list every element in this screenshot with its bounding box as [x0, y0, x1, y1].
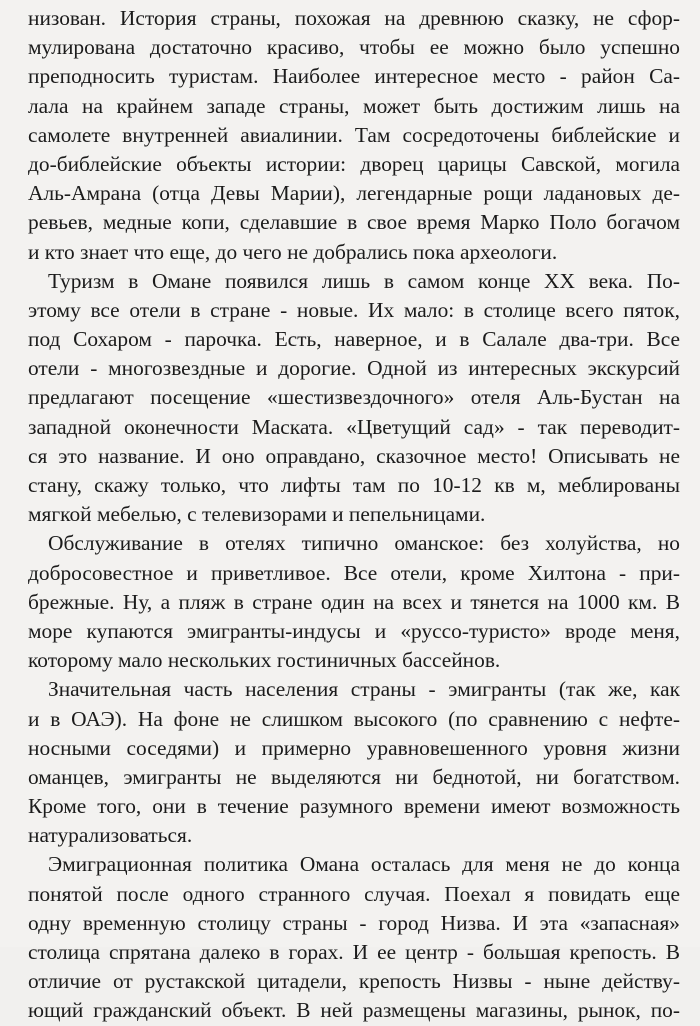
text-line: столица спрятана далеко в горах. И ее центр - большая крепость. В: [28, 940, 680, 964]
text-line: ревьев, медные копи, сделавшие в свое время Марко Поло богачом: [28, 210, 680, 235]
paragraph: [28, 850, 680, 1025]
text-line: носными соседями) и примерно уравновешенного уровня жизни: [28, 735, 680, 760]
text-line: ся это название. И оно оправдано, сказочное место! Описывать не: [28, 443, 680, 468]
text-line: натурализоваться.: [28, 823, 193, 848]
paragraph: [28, 529, 680, 675]
text-line: под Сохаром - парочка. Есть, наверное, и в Салале два-три. Все: [28, 327, 680, 352]
text-line: преподносить туристам. Наиболее интересное место - район Са-: [28, 64, 680, 89]
body-text: [28, 4, 680, 1026]
text-line: и кто знает что еще, до чего не добрались пока археологи.: [28, 239, 558, 264]
text-line: ющий гражданский объект. В ней размещены магазины, рынок, по-: [28, 998, 680, 1023]
text-line: море купаются эмигранты-индусы и «руссо-туристо» вроде меня,: [28, 618, 680, 643]
text-line: которому мало нескольких гостиничных бассейнов.: [28, 648, 501, 673]
paragraph: [28, 267, 680, 530]
text-line: оманцев, эмигранты не выделяются ни беднотой, ни богатством.: [28, 764, 680, 789]
text-line: Кроме того, они в течение разумного времени имеют возможность: [28, 794, 680, 819]
text-line: Аль-Амрана (отца Девы Марии), легендарные рощи ладановых де-: [28, 181, 680, 206]
text-line: стану, скажу только, что лифты там по 10-12 кв м, меблированы: [28, 473, 680, 497]
paragraph: [28, 675, 680, 850]
text-line: низован. История страны, похожая на древнюю сказку, не сфор-: [28, 6, 680, 30]
text-line: мягкой мебелью, с телевизорами и пепельницами.: [28, 502, 486, 527]
text-line: самолете внутренней авиалинии. Там сосредоточены библейские и: [28, 122, 680, 147]
text-line: этому все отели в стране - новые. Их мало: в столице всего пяток,: [28, 297, 680, 322]
text-line: Эмиграционная политика Омана осталась для меня не до конца: [48, 852, 680, 877]
text-line: отличие от рустакской цитадели, крепость Низвы - ныне действу-: [28, 969, 680, 994]
text-line: до-библейские объекты истории: дворец царицы Савской, могила: [28, 151, 680, 176]
text-line: добросовестное и приветливое. Все отели, кроме Хилтона - при-: [28, 560, 680, 585]
text-line: Туризм в Омане появился лишь в самом конце XX века. По-: [48, 268, 680, 293]
text-line: одну временную столицу страны - город Низва. И эта «запасная»: [28, 910, 680, 935]
text-line: предлагают посещение «шестизвездочного» отеля Аль-Бустан на: [28, 385, 680, 410]
paragraph: [28, 4, 680, 267]
text-line: Обслуживание в отелях типично оманское: без холуйства, но: [48, 531, 680, 556]
text-line: Значительная часть населения страны - эмигранты (так же, как: [48, 677, 680, 702]
text-line: мулирована достаточно красиво, чтобы ее можно было успешно: [28, 35, 680, 60]
text-line: западной оконечности Маската. «Цветущий сад» - так переводит-: [28, 414, 680, 439]
text-line: и в ОАЭ). На фоне не слишком высокого (по сравнению с нефте-: [28, 706, 680, 731]
text-line: лала на крайнем западе страны, может быть достижим лишь на: [28, 93, 680, 118]
text-line: отели - многозвездные и дорогие. Одной из интересных экскурсий: [28, 356, 680, 381]
text-line: брежные. Ну, а пляж в стране один на всех и тянется на 1000 км. В: [28, 589, 680, 614]
text-line: понятой после одного странного случая. Поехал я повидать еще: [28, 881, 680, 906]
